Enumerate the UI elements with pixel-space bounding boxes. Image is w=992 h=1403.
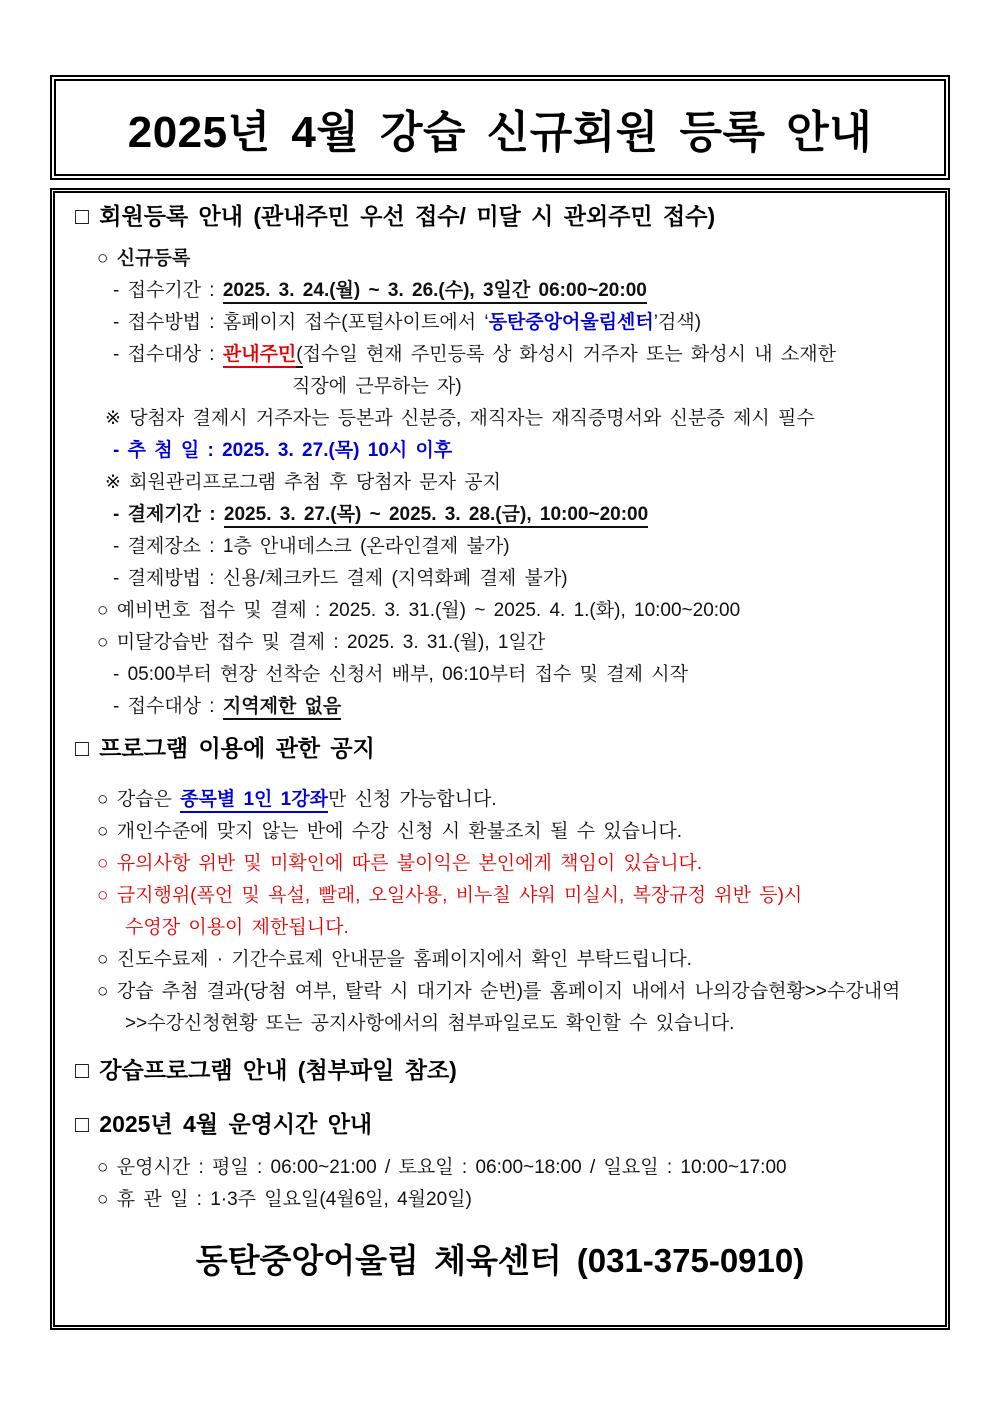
text-segment: □ 회원등록 안내 (관내주민 우선 접수/ 미달 시 관외주민 접수) [75,203,716,229]
doc-line [65,440,935,461]
doc-line [65,536,935,557]
text-segment: 수영장 이용이 제한됩니다. [125,917,349,938]
title-box [50,75,950,180]
text-segment: ※ 당첨자 결제시 거주자는 등본과 신분증, 재직자는 재직증명서와 신분증 제시 필수 [105,408,815,429]
section-heading-registration [65,203,935,229]
text-segment: - 05:00부터 현장 선착순 신청서 배부, 06:10부터 접수 및 결제 시작 [113,664,688,685]
doc-line [65,981,935,1002]
text-segment: >>수강신청현황 또는 공지사항에서의 첨부파일로도 확인할 수 있습니다. [125,1013,735,1034]
doc-line [65,1189,935,1210]
text-segment: 관내주민 [223,344,296,368]
document-body [65,199,935,1221]
doc-line [65,344,935,365]
text-segment: ○ 개인수준에 맞지 않는 반에 수강 신청 시 환불조치 될 수 있습니다. [97,821,683,842]
doc-line [65,568,935,589]
text-segment: 직장에 근무하는 자) [292,376,462,397]
text-segment: 지역제한 없음 [223,696,341,720]
text-segment: ( [296,344,302,368]
text-segment: 2025. 3. 27.(목) ~ 2025. 3. 28.(금), 10:00~20:00 [224,504,648,528]
doc-line [65,1157,935,1178]
text-segment: - 결제기간 : [113,504,224,525]
doc-line [65,789,935,810]
text-segment: - 접수기간 : [113,280,223,301]
section-heading-program-notice [65,735,935,761]
text-segment: □ 프로그램 이용에 관한 공지 [75,735,375,761]
doc-line [65,632,935,653]
doc-line [65,376,935,397]
text-segment: □ 강습프로그램 안내 (첨부파일 참조) [75,1057,457,1083]
footer-title: 동탄중앙어울림 체육센터 (031-375-0910) [195,1242,805,1279]
text-segment: 종목별 1인 1강좌 [180,789,328,813]
doc-line [65,949,935,970]
doc-line [65,600,935,621]
text-segment: 동탄중앙어울림센터 [488,312,654,333]
doc-line [65,472,935,493]
doc-line [65,696,935,717]
doc-line [65,280,935,301]
doc-line [65,853,935,874]
text-segment: ○ 미달강습반 접수 및 결제 : 2025. 3. 31.(월), 1일간 [97,632,546,653]
text-segment: 접수일 현재 주민등록 상 화성시 거주자 또는 화성시 내 소재한 [302,344,836,365]
text-segment: 만 신청 가능합니다. [327,789,497,810]
text-segment: - 접수방법 : 홈페이지 접수(포털사이트에서 ‘ [113,312,489,333]
text-segment: - 추 첨 일 : 2025. 3. 27.(목) 10시 이후 [113,440,453,461]
text-segment: 2025. 3. 24.(월) ~ 3. 26.(수), 3일간 06:00~20:00 [223,280,647,304]
text-segment: ○ 예비번호 접수 및 결제 : 2025. 3. 31.(월) ~ 2025. 4. 1.(화), 10:00~20:00 [97,600,741,621]
text-segment: ○ 신규등록 [97,248,191,269]
doc-line [65,1013,935,1034]
doc-line [65,504,935,525]
text-segment: ○ 휴 관 일 : 1·3주 일요일(4월6일, 4월20일) [97,1189,472,1210]
text-segment: □ 2025년 4월 운영시간 안내 [75,1111,373,1137]
text-segment: - 접수대상 : [113,344,223,365]
text-segment: ○ 강습 추첨 결과(당첨 여부, 탈락 시 대기자 순번)를 홈페이지 내에서 나의강습현황>>수강내역 [97,981,901,1002]
text-segment: ○ 강습은 [97,789,181,810]
doc-line [65,248,935,269]
text-segment: ○ 진도수료제 · 기간수료제 안내문을 홈페이지에서 확인 부탁드립니다. [97,949,692,970]
section-heading-program-guide [65,1057,935,1083]
text-segment: - 결제장소 : 1층 안내데스크 (온라인결제 불가) [113,536,510,557]
doc-line [65,664,935,685]
doc-line [65,917,935,938]
text-segment: ○ 금지행위(폭언 및 욕설, 빨래, 오일사용, 비누칠 샤워 미실시, 복장규정 위반 등)시 [97,885,803,906]
text-segment: ’검색) [653,312,702,333]
text-segment: ○ 유의사항 위반 및 미확인에 따른 불이익은 본인에게 책임이 있습니다. [97,853,703,874]
text-segment: ※ 회원관리프로그램 추첨 후 당첨자 문자 공지 [105,472,501,493]
page-title: 2025년 4월 강습 신규회원 등록 안내 [127,107,873,157]
text-segment: - 접수대상 : [113,696,223,717]
text-segment: ○ 운영시간 : 평일 : 06:00~21:00 / 토요일 : 06:00~18:00 / 일요일 : 10:00~17:00 [97,1157,787,1178]
section-heading-hours [65,1111,935,1137]
content-box [50,188,950,1330]
text-segment: - 결제방법 : 신용/체크카드 결제 (지역화폐 결제 불가) [113,568,568,589]
doc-line [65,821,935,842]
doc-line [65,408,935,429]
doc-line [65,885,935,906]
doc-line [65,312,935,333]
